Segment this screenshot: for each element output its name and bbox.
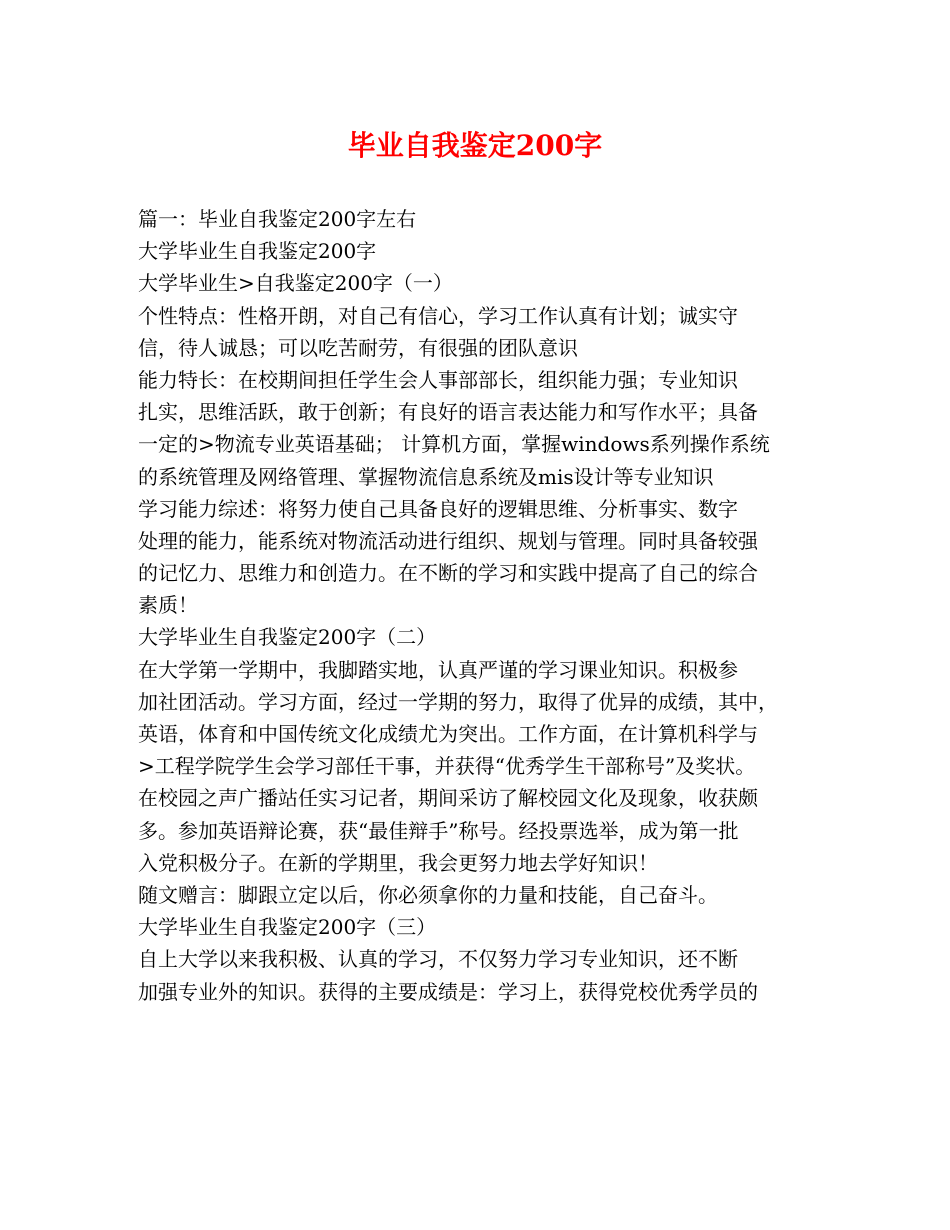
text-line: 能力特长：在校期间担任学生会人事部部长，组织能力强；专业知识 [138,367,738,392]
text-line: >工程学院学生会学习部任干事，并获得“优秀学生干部称号”及奖状。 [138,754,756,779]
text-line: 学习能力综述：将努力使自己具备良好的逻辑思维、分析事实、数字 [138,496,738,521]
text-line: 篇一：毕业自我鉴定200字左右 [138,207,417,231]
text-line: 信，待人诚恳；可以吃苦耐劳，有很强的团队意识 [138,335,578,360]
text-line: 大学毕业生>自我鉴定200字（一） [138,271,453,296]
text-line: 随文赠言：脚跟立定以后，你必须拿你的力量和技能，自己奋斗。 [138,882,718,907]
text-line: 多。参加英语辩论赛，获“最佳辩手”称号。经投票选举，成为第一批 [138,818,739,843]
text-line: 大学毕业生自我鉴定200字（二） [138,625,437,650]
text-line: 在大学第一学期中，我脚踏实地，认真严谨的学习课业知识。积极参 [138,657,738,682]
text-line: 个性特点：性格开朗，对自己有信心，学习工作认真有计划；诚实守 [138,303,738,328]
text-line: 大学毕业生自我鉴定200字（三） [138,915,437,940]
document-title: 毕业自我鉴定200字 [347,129,603,162]
text-line: 在校园之声广播站任实习记者，期间采访了解校园文化及现象，收获颇 [138,786,758,811]
text-line: 自上大学以来我积极、认真的学习，不仅努力学习专业知识，还不断 [138,947,738,972]
text-line: 的系统管理及网络管理、掌握物流信息系统及mis设计等专业知识 [138,464,714,489]
text-line: 处理的能力，能系统对物流活动进行组织、规划与管理。同时具备较强 [138,528,758,553]
text-line: 加强专业外的知识。获得的主要成绩是：学习上，获得党校优秀学员的 [138,979,758,1004]
text-line: 扎实，思维活跃，敢于创新；有良好的语言表达能力和写作水平；具备 [138,400,758,425]
document-body [138,203,818,1008]
text-line: 入党积极分子。在新的学期里，我会更努力地去学好知识！ [138,850,658,875]
text-line: 一定的>物流专业英语基础； 计算机方面，掌握windows系列操作系统 [138,432,770,457]
text-line: 的记忆力、思维力和创造力。在不断的学习和实践中提高了自己的综合 [138,561,758,586]
text-line: 大学毕业生自我鉴定200字 [138,239,377,264]
text-line: 英语，体育和中国传统文化成绩尤为突出。工作方面，在计算机科学与 [138,722,758,746]
text-line: 素质！ [138,593,198,618]
text-line: 加社团活动。学习方面，经过一学期的努力，取得了优异的成绩，其中， [138,689,778,714]
